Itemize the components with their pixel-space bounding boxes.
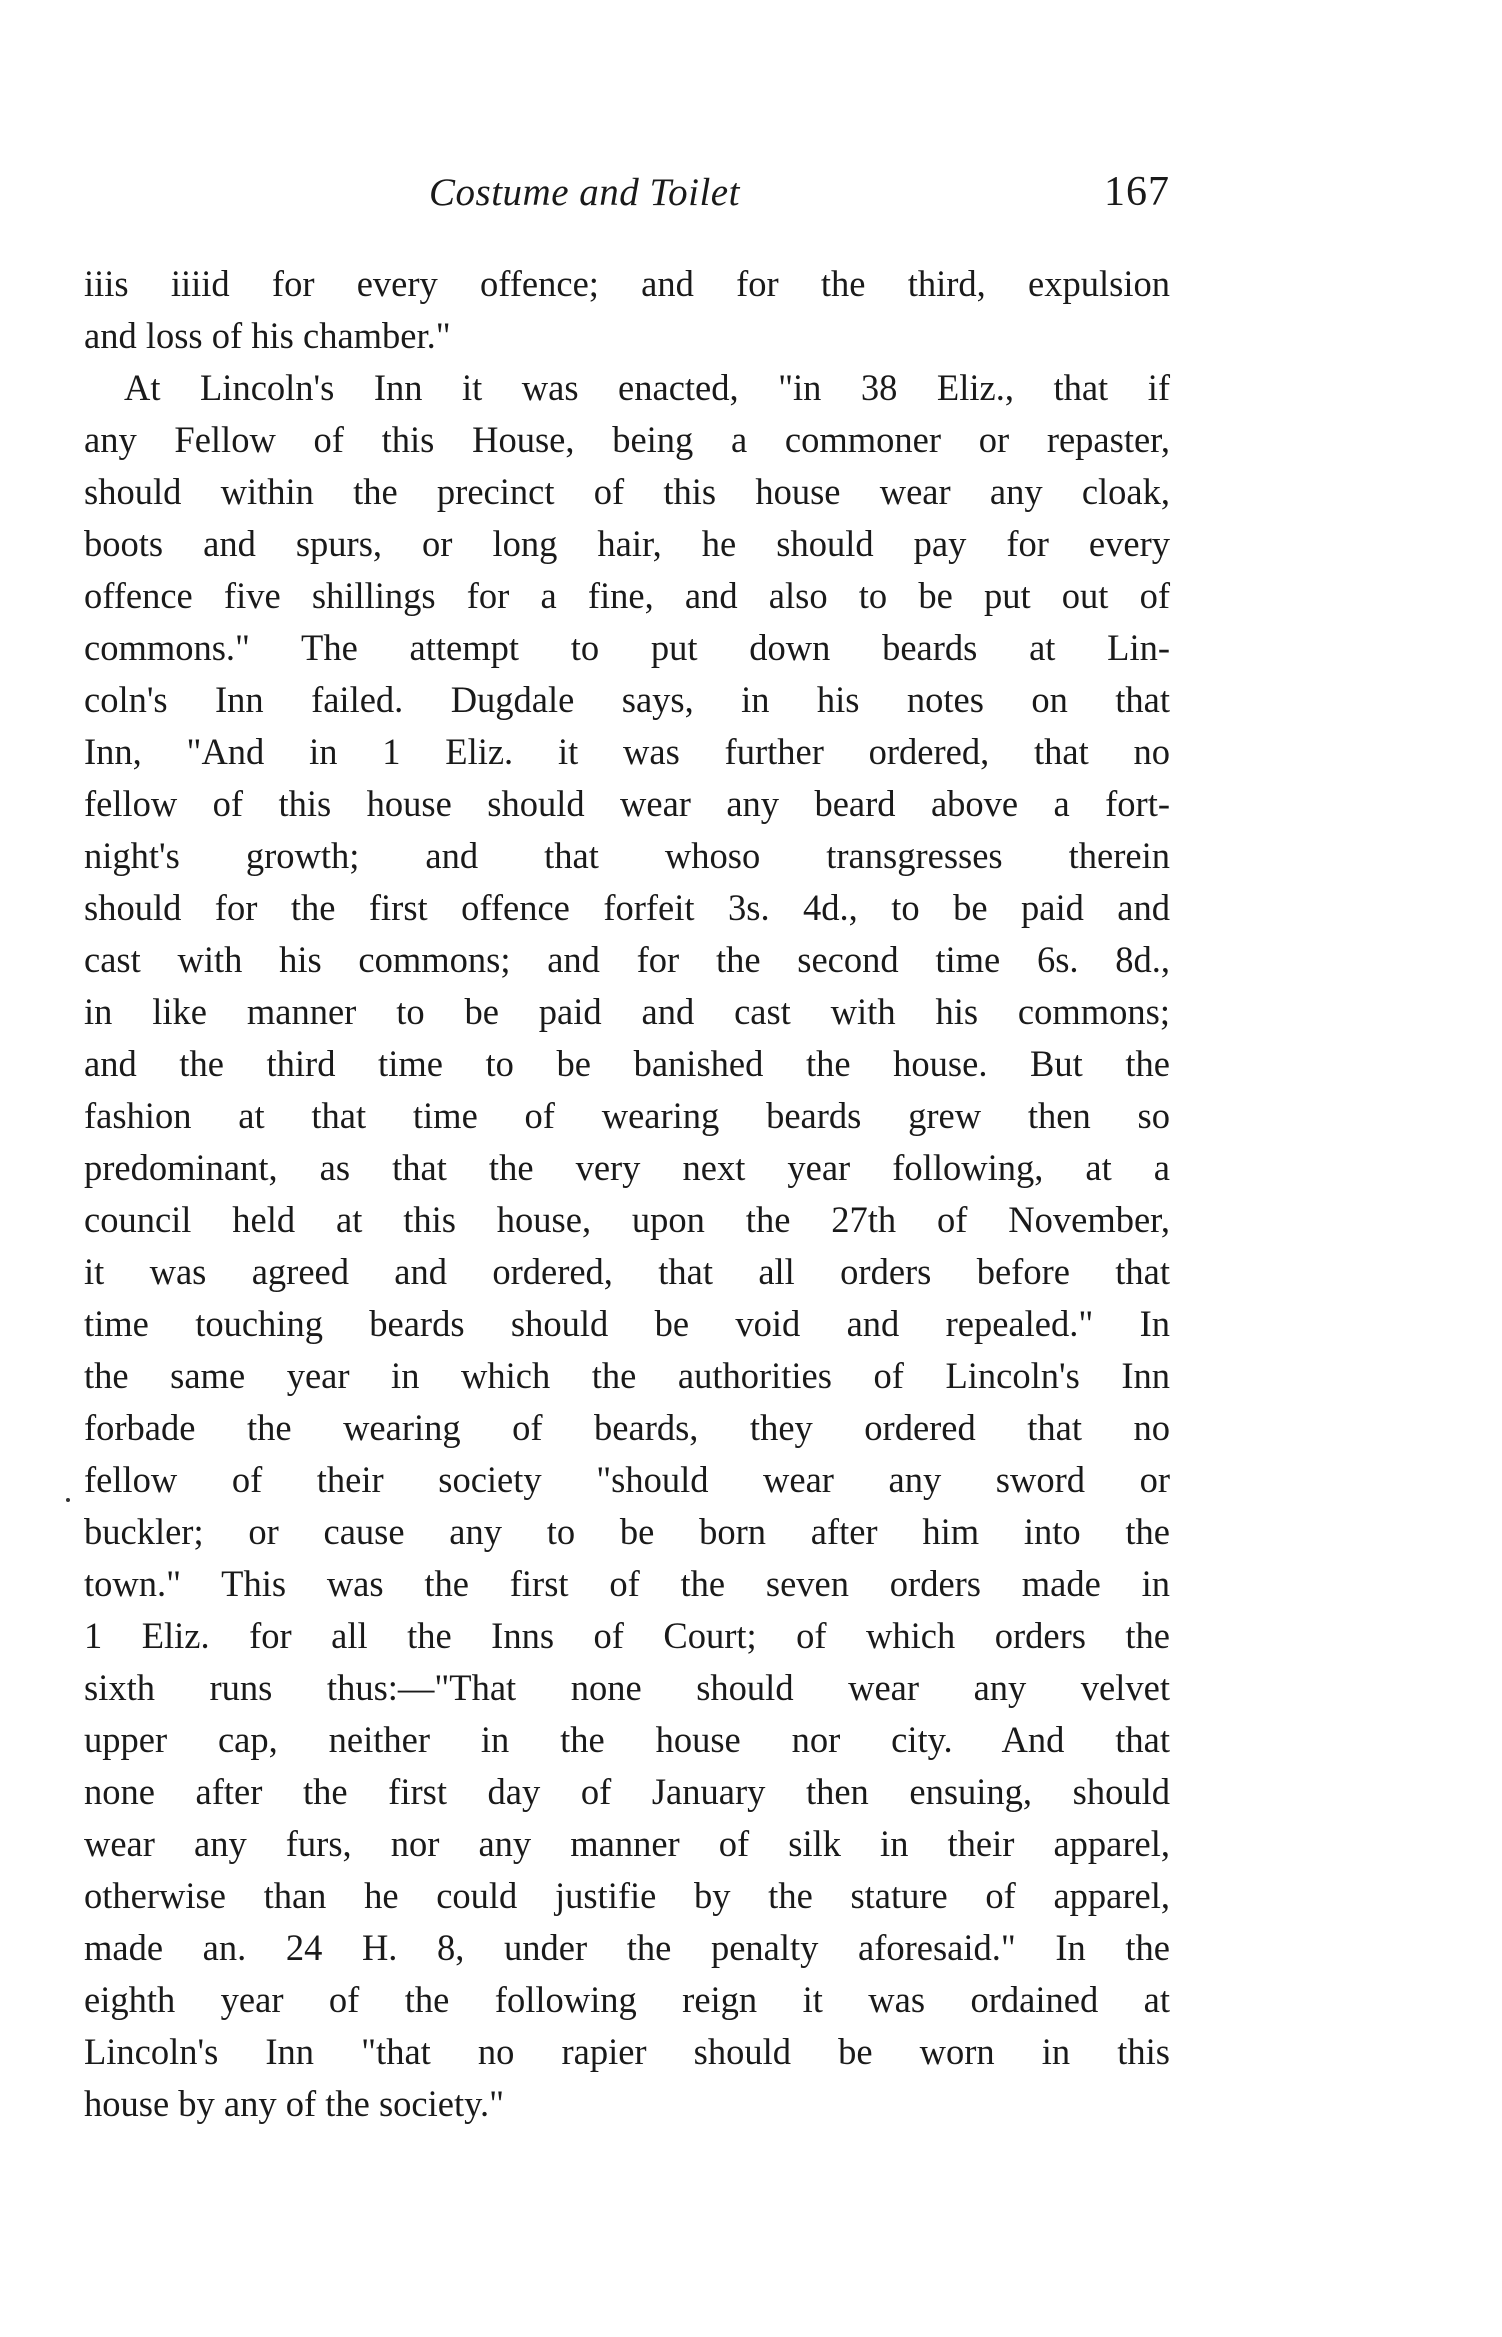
text-line: time touching beards should be void and repealed." In [84, 1303, 1170, 1344]
page-number: 167 [1104, 169, 1170, 215]
text-line: cast with his commons; and for the second time 6s. 8d., [84, 939, 1170, 980]
text-line: and loss of his chamber." [84, 315, 451, 356]
text-line: 1 Eliz. for all the Inns of Court; of which orders the [84, 1615, 1170, 1656]
text-line: fellow of this house should wear any beard above a fort- [84, 783, 1170, 824]
text-line: made an. 24 H. 8, under the penalty aforesaid." In the [84, 1927, 1170, 1968]
text-line: buckler; or cause any to be born after him into the [84, 1511, 1170, 1552]
text-line: Inn, "And in 1 Eliz. it was further ordered, that no [84, 731, 1170, 772]
text-line: fellow of their society "should wear any sword or [84, 1459, 1170, 1500]
text-line: none after the first day of January then ensuing, should [84, 1771, 1170, 1812]
text-line: it was agreed and ordered, that all orders before that [84, 1251, 1170, 1292]
text-line: in like manner to be paid and cast with his commons; [84, 991, 1170, 1032]
text-line: coln's Inn failed. Dugdale says, in his notes on that [84, 679, 1170, 720]
text-line: wear any furs, nor any manner of silk in their apparel, [84, 1823, 1170, 1864]
text-line: At Lincoln's Inn it was enacted, "in 38 Eliz., that if [124, 367, 1170, 408]
text-line: night's growth; and that whoso transgresses therein [84, 835, 1170, 876]
text-line: upper cap, neither in the house nor city. And that [84, 1719, 1170, 1760]
text-line: and the third time to be banished the house. But the [84, 1043, 1170, 1084]
running-head [84, 170, 1170, 230]
text-line: offence five shillings for a fine, and also to be put out of [84, 575, 1170, 616]
body-text [84, 258, 1170, 2130]
text-line: sixth runs thus:—"That none should wear any velvet [84, 1667, 1170, 1708]
text-line: commons." The attempt to put down beards at Lin- [84, 627, 1170, 668]
text-line: should for the first offence forfeit 3s. 4d., to be paid and [84, 887, 1170, 928]
text-line: council held at this house, upon the 27th of November, [84, 1199, 1170, 1240]
text-line: iiis iiiid for every offence; and for the third, expulsion [84, 263, 1170, 304]
text-line: any Fellow of this House, being a commoner or repaster, [84, 419, 1170, 460]
text-line: eighth year of the following reign it was ordained at [84, 1979, 1170, 2020]
text-line: house by any of the society." [84, 2083, 505, 2124]
text-line: the same year in which the authorities of Lincoln's Inn [84, 1355, 1170, 1396]
running-title: Costume and Toilet [429, 171, 740, 214]
text-line: should within the precinct of this house wear any cloak, [84, 471, 1170, 512]
text-line: Lincoln's Inn "that no rapier should be worn in this [84, 2031, 1170, 2072]
text-line: boots and spurs, or long hair, he should pay for every [84, 523, 1170, 564]
stray-ink-mark [66, 1498, 70, 1502]
text-line: town." This was the first of the seven orders made in [84, 1563, 1170, 1604]
text-line: forbade the wearing of beards, they ordered that no [84, 1407, 1170, 1448]
text-line: predominant, as that the very next year following, at a [84, 1147, 1170, 1188]
text-line: fashion at that time of wearing beards grew then so [84, 1095, 1170, 1136]
text-line: otherwise than he could justifie by the stature of apparel, [84, 1875, 1170, 1916]
